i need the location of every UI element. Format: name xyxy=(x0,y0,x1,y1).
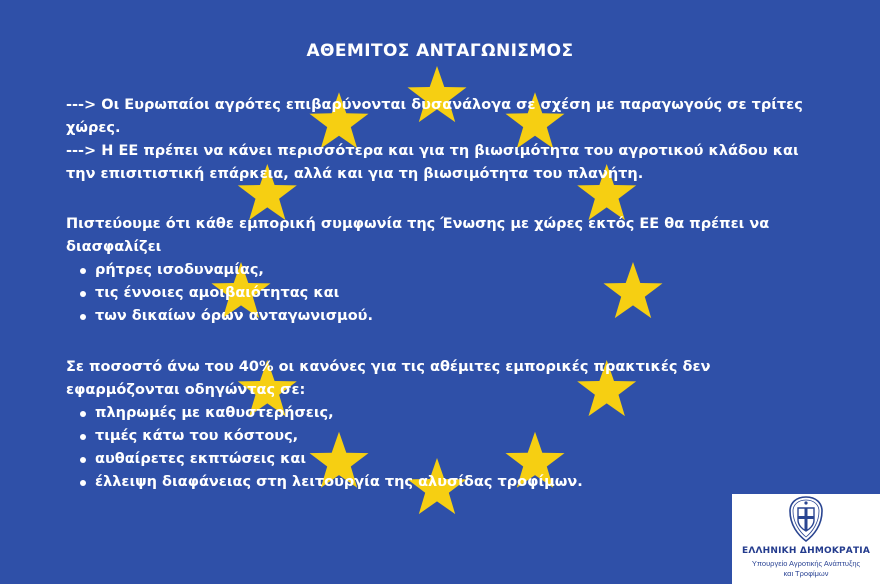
ministry-subtitle-line-2: και Τροφίμων xyxy=(783,569,829,578)
trade-bullet-list xyxy=(66,259,826,328)
list-item: ρήτρες ισοδυναμίας, xyxy=(80,259,826,282)
unfair-practices-block xyxy=(66,356,826,494)
ministry-logo-title: ΕΛΛΗΝΙΚΗ ΔΗΜΟΚΡΑΤΙΑ xyxy=(741,546,871,556)
trade-agreements-block xyxy=(66,213,826,328)
arrow-icon: ---> xyxy=(66,143,97,159)
list-item: πληρωμές με καθυστερήσεις, xyxy=(80,402,826,425)
trade-intro: Πιστεύουμε ότι κάθε εμπορική συμφωνία της Ένωσης με χώρες εκτός ΕΕ θα πρέπει να διασφαλίζει xyxy=(66,216,770,255)
burden-text-2: Η ΕΕ πρέπει να κάνει περισσότερα και για τη βιωσιμότητα του αγροτικού κλάδου και την επισιτιστική επάρκεια, αλλά και για τη βιωσιμότητα του πλανήτη. xyxy=(66,143,799,182)
ministry-logo-subtitle xyxy=(732,559,880,579)
practices-intro: Σε ποσοστό άνω του 40% οι κανόνες για τις αθέμιτες εμπορικές πρακτικές δεν εφαρμόζονται οδηγώντας σε: xyxy=(66,359,711,398)
ministry-logo xyxy=(732,494,880,584)
list-item: αυθαίρετες εκπτώσεις και xyxy=(80,448,826,471)
burden-paragraph-1 xyxy=(66,94,826,140)
burden-paragraph-2 xyxy=(66,140,826,186)
list-item: των δικαίων όρων ανταγωνισμού. xyxy=(80,305,826,328)
farmers-burden-block xyxy=(66,94,826,186)
greek-coat-of-arms-icon xyxy=(784,495,828,543)
page-title: ΑΘΕΜΙΤΟΣ ΑΝΤΑΓΩΝΙΣΜΟΣ xyxy=(306,41,574,61)
list-item: τιμές κάτω του κόστους, xyxy=(80,425,826,448)
list-item: έλλειψη διαφάνειας στη λειτουργία της αλυσίδας τροφίμων. xyxy=(80,471,826,494)
ministry-subtitle-line-1: Υπουργείο Αγροτικής Ανάπτυξης xyxy=(751,559,861,568)
practices-bullet-list xyxy=(66,402,826,494)
list-item: τις έννοιες αμοιβαιότητας και xyxy=(80,282,826,305)
arrow-icon: ---> xyxy=(66,97,97,113)
burden-text-1: Οι Ευρωπαίοι αγρότες επιβαρύνονται δυσανάλογα σε σχέση με παραγωγούς σε τρίτες χώρες. xyxy=(66,97,803,136)
